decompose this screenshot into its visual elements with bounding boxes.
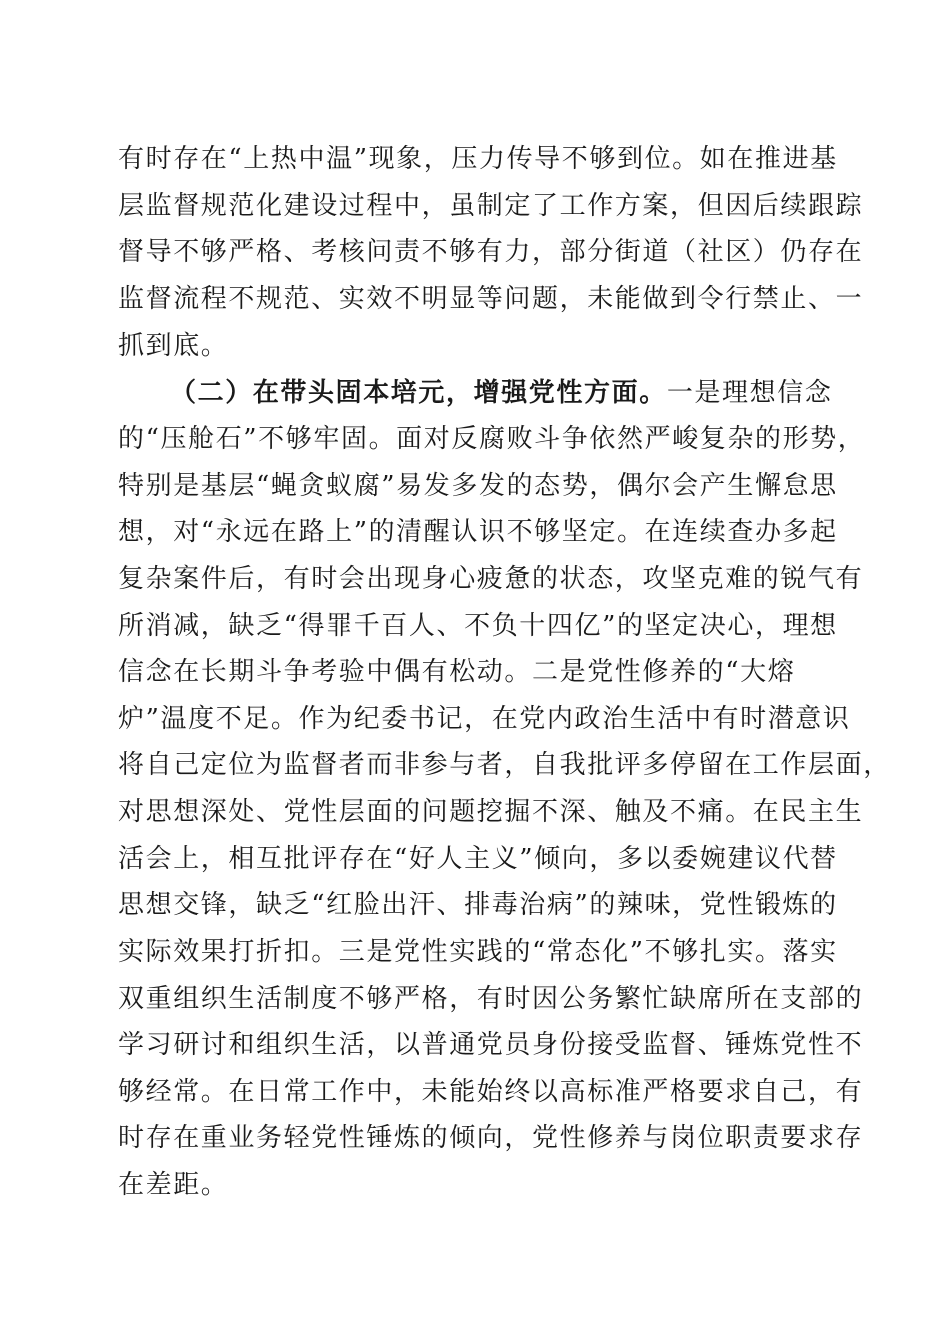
- paragraph-line: 够经常。在日常工作中，未能始终以高标准严格要求自己，有: [118, 1077, 864, 1107]
- section-first-line-rest: 一是理想信念: [666, 378, 833, 408]
- paragraph-line: 实际效果打折扣。三是党性实践的“常态化”不够扎实。落实: [118, 937, 838, 967]
- paragraph-line: 活会上，相互批评存在“好人主义”倾向，多以委婉建议代替: [118, 844, 838, 874]
- paragraph-line: 监督流程不规范、实效不明显等问题，未能做到令行禁止、一: [118, 284, 864, 314]
- paragraph-line: 炉”温度不足。作为纪委书记，在党内政治生活中有时潜意识: [118, 704, 851, 734]
- paragraph-line: 的“压舱石”不够牢固。面对反腐败斗争依然严峻复杂的形势，: [118, 424, 866, 454]
- section-first-line: [170, 377, 890, 409]
- paragraph-line: 时存在重业务轻党性锤炼的倾向，党性修养与岗位职责要求存: [118, 1123, 864, 1153]
- section-heading: （二）在带头固本培元，增强党性方面。: [170, 378, 667, 408]
- paragraph-line: 双重组织生活制度不够严格，有时因公务繁忙缺席所在支部的: [118, 984, 864, 1014]
- paragraph-line: 对思想深处、党性层面的问题挖掘不深、触及不痛。在民主生: [118, 797, 864, 827]
- paragraph-line: 层监督规范化建设过程中，虽制定了工作方案，但因后续跟踪: [118, 191, 864, 221]
- paragraph-line: 思想交锋，缺乏“红脸出汗、排毒治病”的辣味，党性锻炼的: [118, 890, 838, 920]
- paragraph-line: 抓到底。: [118, 331, 229, 361]
- paragraph-line: 学习研讨和组织生活，以普通党员身份接受监督、锤炼党性不: [118, 1030, 864, 1060]
- paragraph-line: 将自己定位为监督者而非参与者，自我批评多停留在工作层面，: [118, 750, 891, 780]
- paragraph-line: 想，对“永远在路上”的清醒认识不够坚定。在连续查办多起: [118, 517, 838, 547]
- paragraph-line: 特别是基层“蝇贪蚁腐”易发多发的态势，偶尔会产生懈怠思: [118, 471, 838, 501]
- paragraph-line: 复杂案件后，有时会出现身心疲惫的状态，攻坚克难的锐气有: [118, 564, 864, 594]
- paragraph-line: 信念在长期斗争考验中偶有松动。二是党性修养的“大熔: [118, 657, 796, 687]
- paragraph-line: 在差距。: [118, 1170, 229, 1200]
- paragraph-line: 所消减，缺乏“得罪千百人、不负十四亿”的坚定决心，理想: [118, 611, 838, 641]
- paragraph-line: 督导不够严格、考核问责不够有力，部分街道（社区）仍存在: [118, 237, 864, 267]
- paragraph-line: 有时存在“上热中温”现象，压力传导不够到位。如在推进基: [118, 144, 838, 174]
